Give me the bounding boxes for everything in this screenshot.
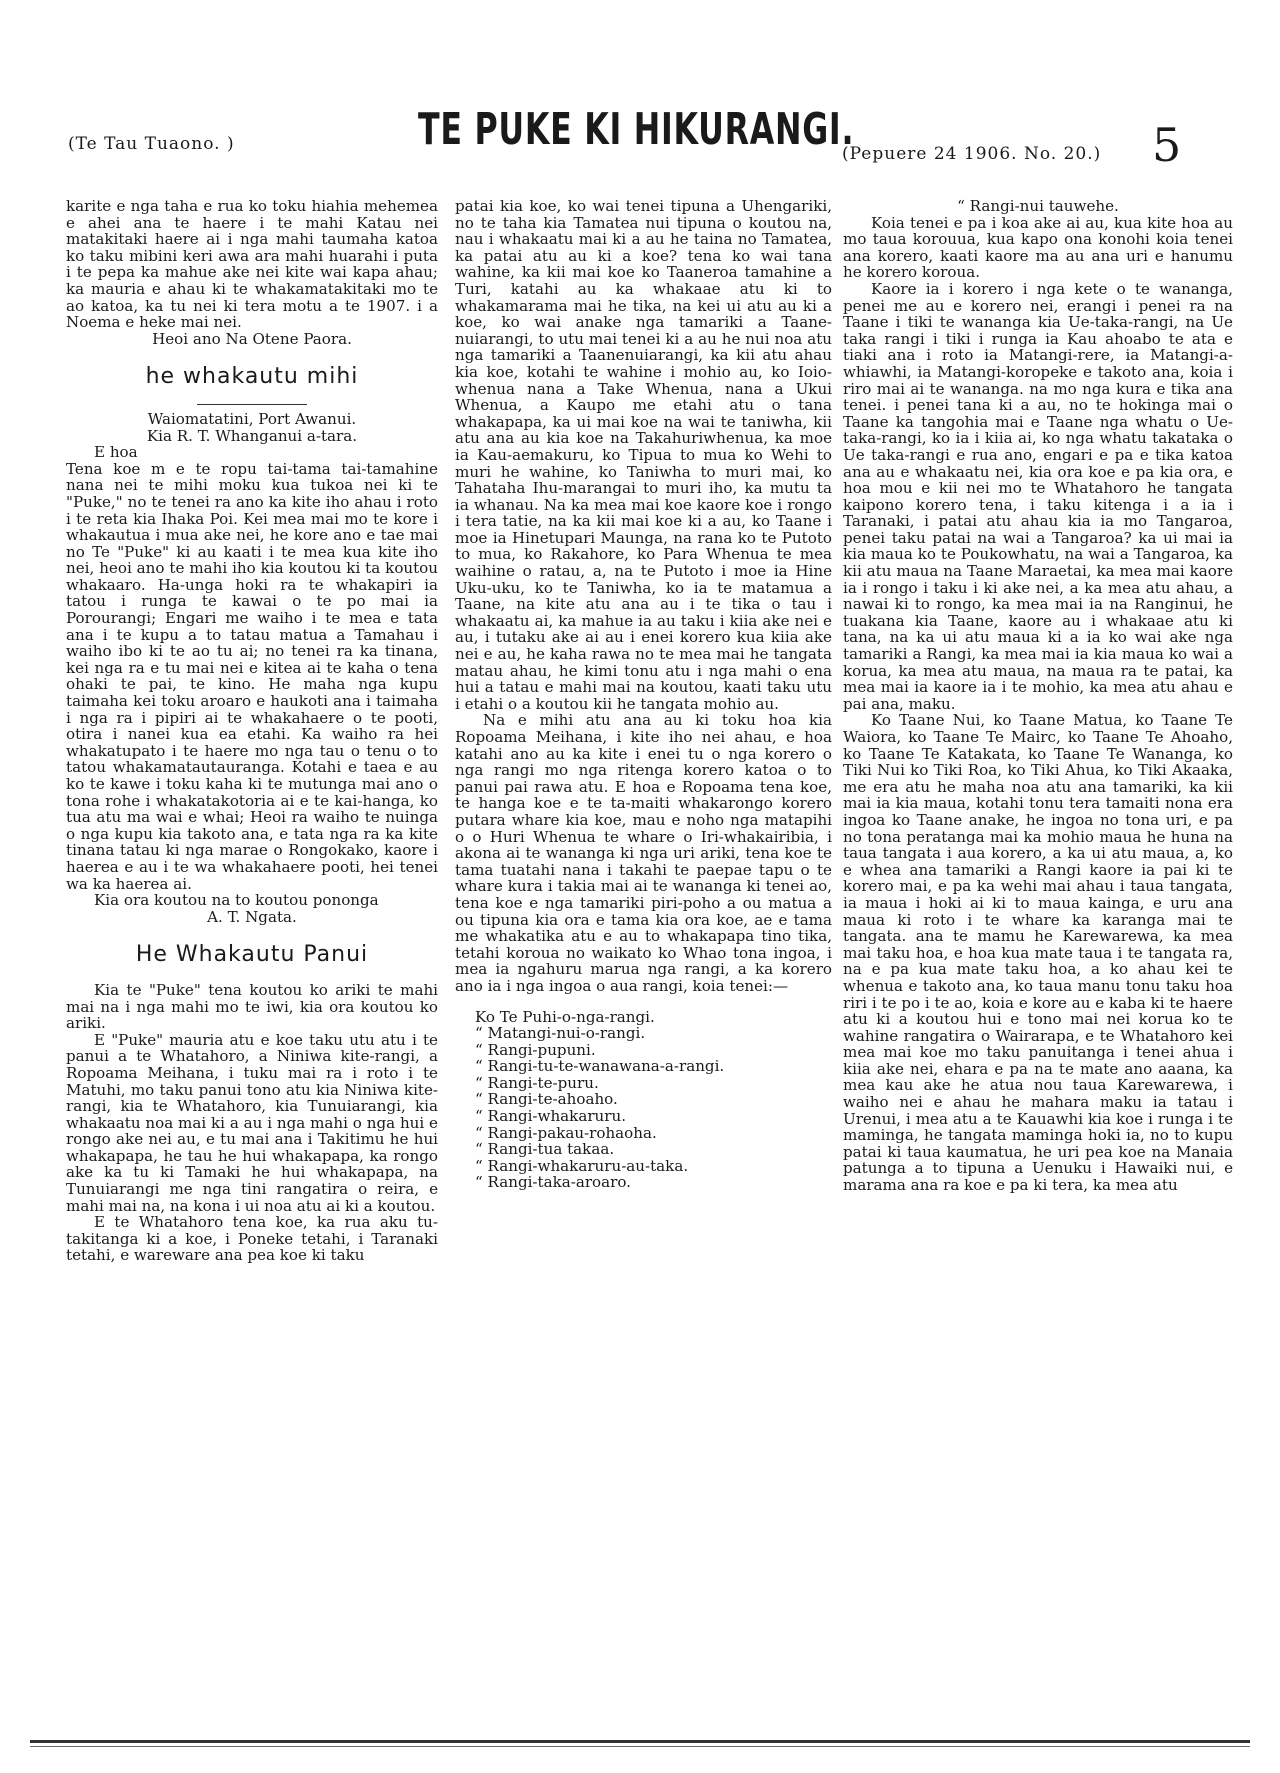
rangi-list	[475, 1009, 832, 1192]
section-heading: He Whakautu Panui	[135, 942, 369, 968]
paragraph: Kaore ia i korero i nga kete o te wananga, penei me au e korero nei, erangi i penei ra na Taane i tiki te wananga kia Ue-taka-rangi, na Ue taka rangi i tiki i runga ia Kau ahoabo te ata e tiaki ana i roto ia Matangi-rere, ia Matangi-a-whiawhi, ia Matangi-koropeke e takoto ana, koia i riro mai ai te wananga. na mo nga kura e tika ana tenei. i penei tana ki a au, no te hokinga mai o Taane ka tangohia mai e Taane nga whatu o Ue-taka-rangi, ko ia i kiia ai, ko nga whatu takataka o Ue taka-rangi e rua ano, engari e pa e tika katoa ana au e whakaatu nei, kia ora koe e pa kia ora, e hoa mou e kii nei mo te Whatahoro he tangata kaipono korero tena, i taku kitenga i a ia i Taranaki, i patai atu ahau kia ia mo Tangaroa, penei taku patai na wai a Tangaroa? ka ui mai ia kia maua ko te Poukowhatu, na wai a Tangaroa, ka kii atu maua na Taane Maraetai, ka mea mai kaore ia i rongo i taku i ki ake nei, a ka mea atu ahau, a nawai ki to rongo, ka mea mai ia na Ranginui, he tuakana kia Taane, kaore au i whakaae atu ki tana, na ka ui atu maua ki a ia ko wai ake nga tamariki a Rangi, ka mea mai ia kia maua ko wai a koruа, ka mea atu maua, na maua ra te patai, ka mea mai ia kaore ia i te mohio, ka mea atu ahau e pai ana, maku.	[843, 279, 1233, 713]
paragraph: patai kia koe, ko wai tenei tipuna a Uhengariki, no te taha kia Tamatea nui tipuna o koutou na, nau i whakaatu mai ki a au he taina no Tamatea, ka patai atu au ki a koe? tena ko wai tana wahine, ka kii mai koe ko Taaneroa tamahine a Turi, katahi au ka whakaae atu ki to whakamarama mai he tika, na kei ui atu au ki a koe, ko wai anake nga tamariki a Taane-nuiarangi, to utu mai tenei ki a au he nui noa atu nga tamariki a Taanenuiarangi, ka kii atu ahau kia koe, kotahi te wahine i mohio au, ko Ioio-whenua nana a Take Whenua, nana a Ukui Whenua, a Kaupo me etahi atu o tana whakapapa, ka ui mai koe na wai te taniwha, kii atu ana au kia koe na Takahuriwhenua, ka moe ia Kau-aemakuru, ko Tipua to mua ko Wehi to muri he wahine, ko Taniwha to muri mai, ko Tahataha Ihu-marangai to muri iho, ka mutu ta ia whanau. Na ka mea mai koe kaore koe i rongo i tera tatie, na ka kii mai koe ki a au, ko Taane i moe ia Hinetupari Maunga, na rana ko te Putoto to mua, ko Rakahore, ko Para Whenua te mea waihine o ratau, a, na te Putoto i moe ia Hine Uku-uku, ko te Taniwha, ko ia te matamua a Taane, na kite atu ana au i te tika o tau i whakaatu ai, ka mahue ia au taku i kiia ake nei e au, i tutaku ake ai au i enei korero kua kiia ake nei e au, he kaha rawa no te mea mai he tangata matau ahau, he kimi tonu atu i nga mahi o ena hui a tatau e mahi mai na koutou, kaati taku utu i etahi o a koutou kii he tangata mohio au.	[455, 197, 832, 713]
column-2	[455, 198, 832, 1191]
list-item: “ Rangi-pupuni.	[475, 1040, 596, 1059]
bottom-border	[30, 1746, 1250, 1747]
paragraph: Na e mihi atu ana au ki toku hoa kia Ropoama Meihana, i kite iho nei ahau, e hoa katahi ano au ka kite i enei tu o nga korero o nga rangi mo nga ritenga korero katoa o to panui pai rawa atu. E hoa e Ropoama tena koe, te hanga koe e te ta-maiti whakarongo korero putara whare kia koe, mau e noho nga matapihi o o Huri Whenua te whare o Iri-whakairibia, i akona ai te wananga ki nga uri ariki, tena koe te tama tuatahi nana i takahi te paepae tapu o te whare kura i takia mai ai te wananga ki tenei ao, tena koe e nga tamariki piri-poho a ou matua a ou tipuna kia ora e tama kia ora koe, ae e tama me whakatika atu e au to whakapapa tino tika, tetahi koroua no waikato ko Whao tona ingoa, i mea ia ngahuru marua nga rangi, a ka korero ano ia i nga ingoa o aua rangi, koia tenei:—	[455, 711, 832, 995]
paragraph: Ko Taane Nui, ko Taane Matua, ko Taane Te Waiora, ko Taane Te Mairc, ko Taane Te Ahoaho, ko Taane Te Katakata, ko Taane Te Wananga, ko Tiki Nui ko Tiki Roa, ko Tiki Ahua, ko Tiki Akaaka, me era atu he maha noa atu ana tamariki, ka kii mai ia kia maua, kotahi tonu tera tamaiti nona era ingoa ko Taane anake, he ingoa no tona uri, e pa no tona peratanga mai ka mohio maua he huna na taua tangata i aua korero, a ka ui atu maua, a, ko e whea ana tamariki a Rangi kaore ia pai ki te korero mai, e pa ka wehi mai ahau i taua tangata, ia maua i hoki ai ki to maua kainga, e uru ana maua ki roto i te whare ka karanga mai te tangata. ana te mamu he Karewarewa, ka mea mai taku hoa, e hoa kua mate taua i te tangata ra, na e pa kua mate taku hoa, a ko ahau kei te whenua e takoto ana, ko taua manu tonu taku hoa riri i te po i te ao, koia e kore au e kaba ki te haere atu ki a koutou hui e tono mai nei koruа ko te wahine rangatira o Wairarapa, e te Whatahoro kei mea mai koe mo taku panuitanga i tenei ahua i kiia ake nei, ehara e pa na te mate ano aaana, ka mea kau ake he atua nou taua Karewarewa, i waiho nei e ahau he mahara maku ia tatau i Urenui, i mea atu a te Kauawhi kia koe i runga i te maminga, he tangata maminga hoki ia, no to kupu patai ki taua kaumatua, he uri pea koe na Manaia patunga a to tipuna a Uenuku i Hawaiki nui, e marama ana ra koe e pa ki tera, ka mea atu	[843, 711, 1233, 1195]
list-item: “ Rangi-te-ahoaho.	[475, 1090, 618, 1109]
list-item: “ Rangi-whakaruru.	[475, 1107, 626, 1126]
list-item: “ Rangi-taka-aroaro.	[475, 1173, 631, 1192]
list-item: “ Matangi-nui-o-rangi.	[475, 1024, 646, 1043]
volume-label: (Te Tau Tuaono. )	[68, 134, 235, 154]
list-item: “ Rangi-nui tauwehe.	[957, 197, 1119, 215]
issue-date: (Pepuere 24 1906. No. 20.)	[842, 144, 1102, 164]
list-item: Ko Te Puhi-o-nga-rangi.	[475, 1007, 655, 1026]
bottom-border	[30, 1740, 1250, 1743]
paragraph: E "Puke" mauria atu e koe taku utu atu i te panui a te Whatahoro, a Niniwa kite-rangi, a Ropoama Meihana, i tuku mai ra i roto i te Matuhi, mo taku panui tono atu kia Niniwa kite-rangi, kia te Whatahoro, kia Tunuiarangi, kia whakaatu noa mai ki a au i nga mahi o nga hui e rongo ake nei au, e tu mai ana i Takitimu he hui whakapapa, he tau he hui whakapapa, ka rongo ake ka tu ki Tamaki he hui whakapapa, na Tunuiarangi me nga tini rangatira o reira, e mahi mai na, na kona i ui noa atu ai ki a koutou.	[66, 1030, 438, 1215]
closing: Kia ora koutou na to koutou pononga	[94, 891, 379, 910]
signature: A. T. Ngata.	[207, 907, 297, 926]
newspaper-title: TE PUKE KI HIKURANGI.	[418, 104, 855, 155]
list-item: “ Rangi-tu-te-wanawana-a-rangi.	[475, 1057, 725, 1076]
paragraph: Kia te "Puke" tena koutou ko ariki te mahi mai na i nga mahi mo te iwi, kia ora koutou ko ariki.	[66, 980, 438, 1033]
address-line: Waiomatatini, Port Awanui.	[147, 409, 357, 428]
address-line: Kia R. T. Whanganui a-tara.	[146, 426, 358, 445]
list-item: “ Rangi-te-puru.	[475, 1073, 599, 1092]
paragraph: karite e nga taha e rua ko toku hiahia mehemea e ahei ana te haere i te mahi Katau nei matakitaki haere ai i nga mahi taumaha katoa ko taku mibini keri awa ara mahi huarahi i puta i te pepa ka mahue ake nei kite wai kapa ahau; ka mauria e ahau ki te whakamatakitaki mo te ao katoa, ka tu nei ki tera motu a te 1907. i a Noema e heke mai nei.	[66, 197, 438, 332]
column-1	[66, 198, 438, 1264]
paragraph: E te Whatahoro tena koe, ka rua aku tu-takitanga ki a koe, i Poneke tetahi, i Taranaki tetahi, e wareware ana pea koe ki taku	[66, 1213, 438, 1265]
paragraph: Koia tenei e pa i koa ake ai au, kua kite hoa au mo taua korouua, kua kapo ona konohi koia tenei ana korero, kaati kaore ma au ana uri e hanumu he korero koroua.	[843, 213, 1233, 282]
page-number: 5	[1152, 118, 1182, 172]
list-item: “ Rangi-pakau-rohaoha.	[475, 1123, 657, 1142]
salutation: E hoa	[94, 443, 138, 462]
list-item: “ Rangi-whakaruru-au-taka.	[475, 1156, 689, 1175]
list-item: “ Rangi-tua takaa.	[475, 1140, 615, 1159]
signature: Heoi ano Na Otene Paora.	[152, 329, 352, 348]
paragraph: Tena koe m e te ropu tai-tama tai-tamahine nana nei te mihi moku kua tukoa nei ki te "Puke," no te tenei ra ano ka kite iho ahau i roto i te reta kia Ihaka Poi. Kei mea mai mo te kore i whakautua i mua ake nei, he kore ano e tae mai no Te "Puke" ki au kaati i te mea kua kite iho nei, heoi ano te mahi iho kia koutou ki ta koutou whakaaro. Ha-unga hoki ra te whakapiri ia tatou i runga te kawai o te po mai ia Porourangi; Engari me waiho i te mea e tata ana i te kupu a to tatau matua a Tamahau i waiho ibo ki te ao tu ai; no tenei ra ka tinana, kei nga ra e tu mai nei e kitea ai te kaha o tena ohaki te pai, te kino. He maha nga kupu taimaha kei toku aroaro e haukoti ana i taimaha i nga ra i pipiri ai te whakahaere o te pooti, otira i nanei kua ea etahi. Ka waiho ra hei whakatupato i te haere mo nga tau o tenu o to tatou whakamatautauranga. Kotahi e taea e au ko te kawe i toku kaha ki te mutunga mai ano o tona rohe i whakatakotoria ai e te kai-hanga, ko tua atu ma wai e whai; Heoi ra waiho te nuinga o nga kupu kia takoto ana, e tata nga ra ka kite tinana tatau ki nga marae o Rongokako, kaore i haerea e au i te wa whakahaere pooti, hei tenei wa ka haerea ai.	[66, 459, 438, 893]
column-3	[843, 198, 1233, 1194]
section-heading: he whakautu mihi	[145, 364, 359, 390]
divider	[197, 404, 307, 405]
page-header	[0, 0, 1280, 170]
